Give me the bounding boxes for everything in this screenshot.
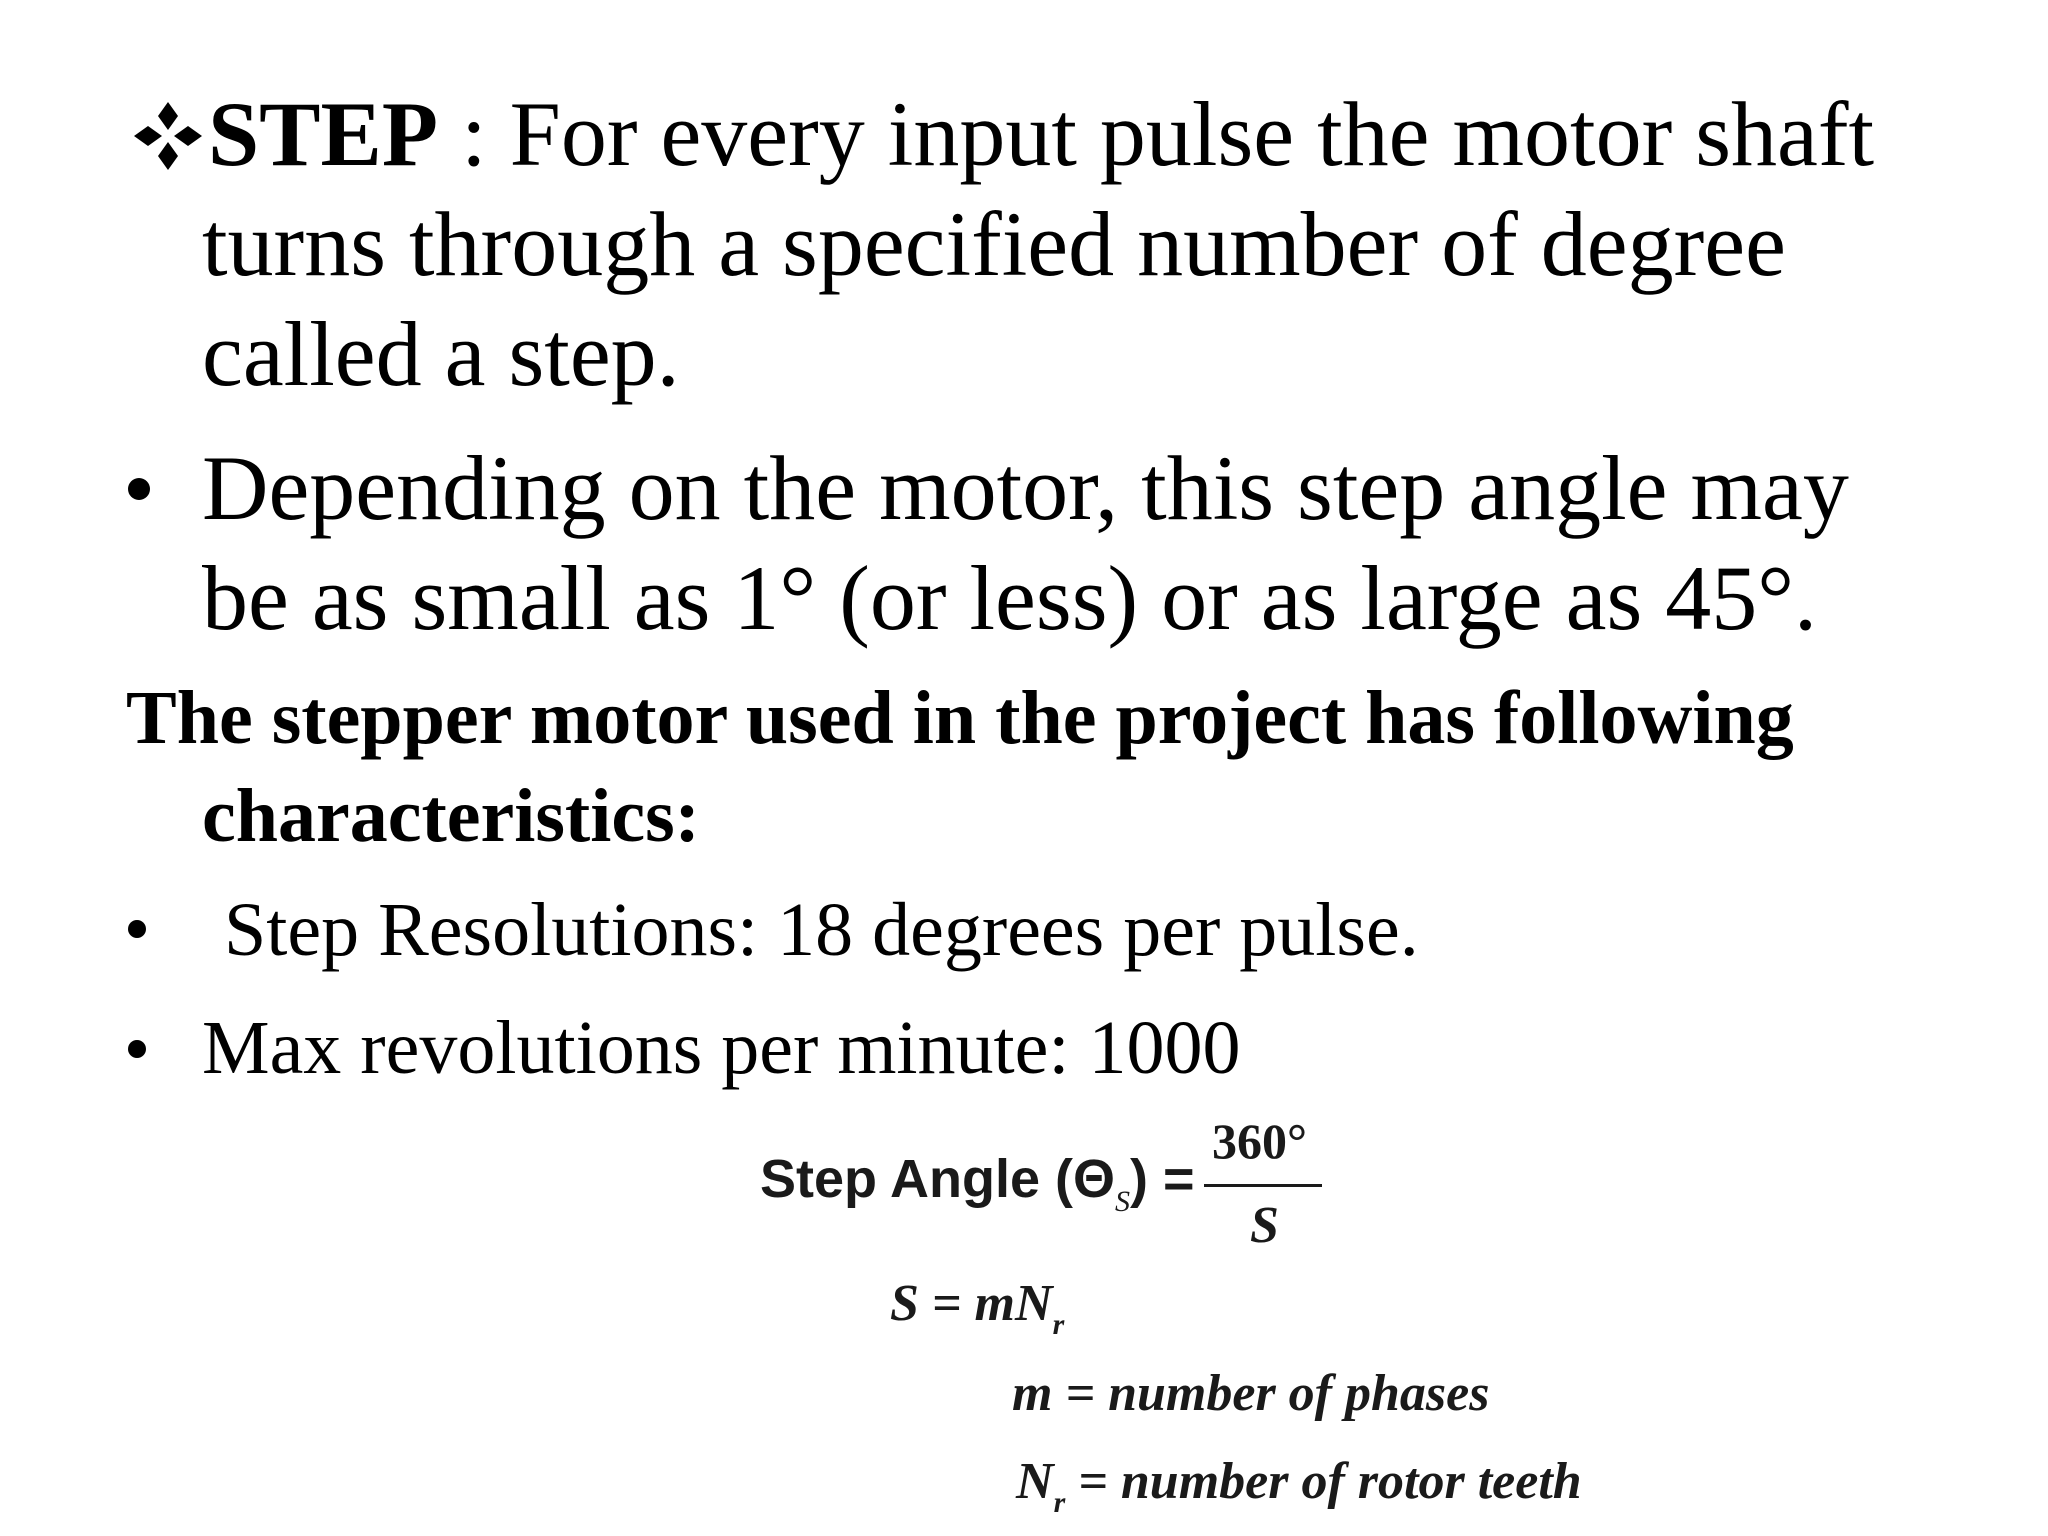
characteristic-item: Max revolutions per minute: 1000 xyxy=(202,1006,1241,1090)
bullet-dot-icon xyxy=(128,920,146,938)
nr-definition: $N_r$ = number of rotor teeth xyxy=(1016,1453,1582,1519)
characteristics-heading-line-2: characteristics: xyxy=(202,774,700,858)
step-definition-line-3: called a step. xyxy=(202,303,680,405)
fraction-bar xyxy=(1204,1184,1322,1187)
diamond-bullet-icon xyxy=(128,96,208,176)
characteristic-item: Step Resolutions: 18 degrees per pulse. xyxy=(224,888,1419,972)
step-definition-line-1 xyxy=(208,83,1875,185)
bullet-dot-icon xyxy=(128,478,150,500)
depending-line-2: be as small as 1° (or less) or as large as 45°. xyxy=(202,547,1818,649)
step-definition-line-2: turns through a specified number of degree xyxy=(202,193,1786,295)
depending-line-1: Depending on the motor, this step angle may xyxy=(202,437,1849,539)
characteristics-heading-line-1: The stepper motor used in the project has following xyxy=(126,676,1794,760)
fraction-denominator: S xyxy=(1250,1197,1279,1254)
step-angle-label: Step Angle $(\Theta_S)$ = xyxy=(760,1149,1195,1218)
m-definition: m = number of phases xyxy=(1012,1365,1490,1422)
step-angle-subscript: S xyxy=(1115,1185,1131,1218)
s-equation: $S = mN_r$ xyxy=(890,1275,1065,1341)
step-definition-text: : For every input pulse the motor shaft xyxy=(438,83,1875,185)
fraction-numerator: 360° xyxy=(1212,1113,1307,1169)
step-term: STEP xyxy=(208,83,439,185)
bullet-dot-icon xyxy=(128,1040,146,1058)
